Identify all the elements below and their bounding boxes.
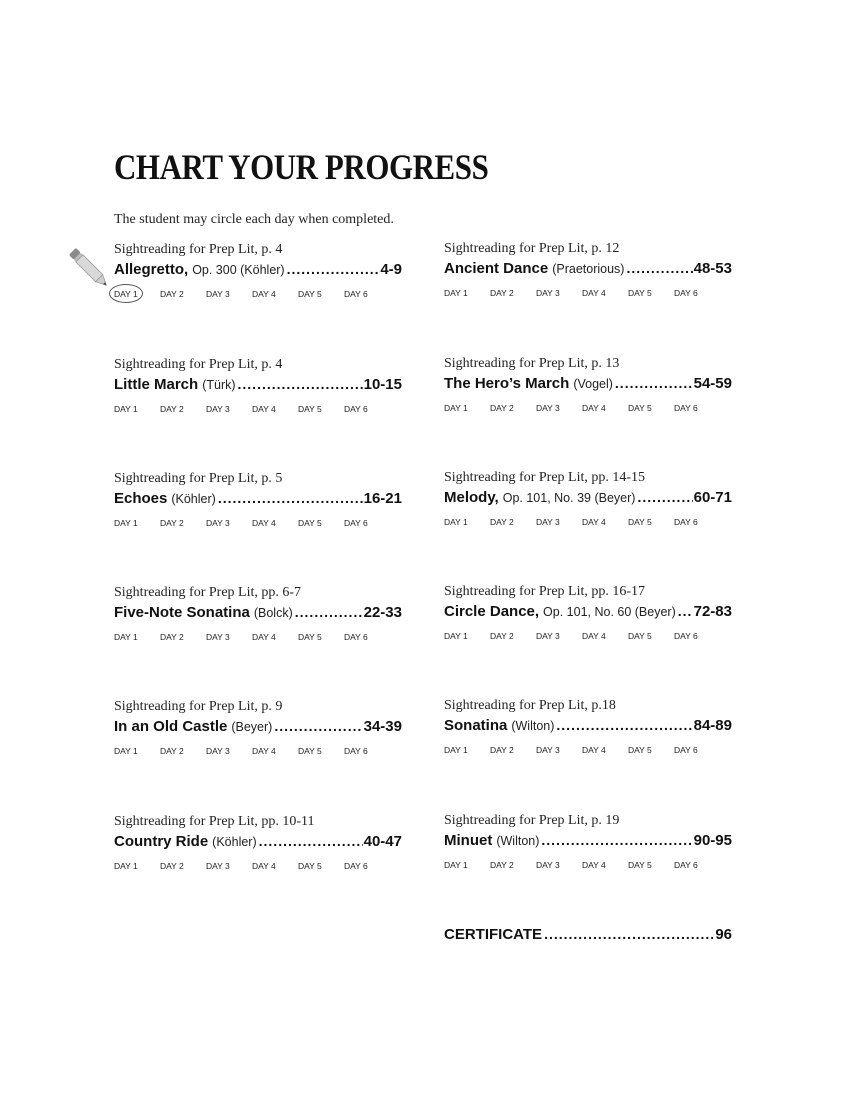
piece-title: Sonatina	[444, 717, 508, 734]
day-checklist	[444, 745, 732, 755]
progress-entry	[444, 813, 732, 870]
composer: (Köhler)	[171, 492, 216, 506]
day-2-marker[interactable]: DAY 2	[490, 288, 514, 298]
composer: Op. 300 (Köhler)	[192, 263, 285, 277]
title-line	[444, 715, 732, 736]
progress-entry	[444, 584, 732, 641]
day-2-marker[interactable]: DAY 2	[490, 517, 514, 527]
day-2-marker[interactable]: DAY 2	[160, 861, 184, 871]
day-1-marker[interactable]: DAY 1	[444, 745, 468, 755]
day-3-marker[interactable]: DAY 3	[206, 289, 230, 299]
day-5-marker[interactable]: DAY 5	[298, 861, 322, 871]
source-reference: Sightreading for Prep Lit, pp. 16-17	[444, 584, 646, 599]
day-4-marker[interactable]: DAY 4	[252, 861, 276, 871]
progress-entry	[444, 356, 732, 413]
day-1-marker[interactable]: DAY 1	[444, 860, 468, 870]
day-6-marker[interactable]: DAY 6	[344, 404, 368, 414]
source-reference: Sightreading for Prep Lit, p. 12	[444, 241, 620, 256]
dot-leader	[541, 830, 692, 850]
day-6-marker[interactable]: DAY 6	[674, 403, 698, 413]
day-checklist	[114, 746, 402, 756]
day-1-marker[interactable]: DAY 1	[114, 632, 138, 642]
composer: (Beyer)	[231, 720, 273, 734]
day-1-marker[interactable]: DAY 1	[444, 517, 468, 527]
source-reference: Sightreading for Prep Lit, p. 4	[114, 242, 283, 257]
day-4-marker[interactable]: DAY 4	[252, 518, 276, 528]
day-5-marker[interactable]: DAY 5	[628, 745, 652, 755]
composer: (Wilton)	[496, 834, 540, 848]
day-2-marker[interactable]: DAY 2	[490, 860, 514, 870]
title-line	[114, 374, 402, 395]
day-2-marker[interactable]: DAY 2	[490, 631, 514, 641]
certificate-page: 96	[715, 926, 732, 943]
title-line	[444, 373, 732, 394]
day-6-marker[interactable]: DAY 6	[674, 631, 698, 641]
day-3-marker[interactable]: DAY 3	[536, 860, 560, 870]
day-6-marker[interactable]: DAY 6	[674, 745, 698, 755]
day-5-marker[interactable]: DAY 5	[628, 631, 652, 641]
page-range: 90-95	[693, 832, 732, 849]
day-4-marker[interactable]: DAY 4	[582, 288, 606, 298]
progress-entry	[444, 241, 732, 298]
page-range: 10-15	[363, 376, 402, 393]
page-title: CHART YOUR PROGRESS	[114, 147, 489, 187]
day-4-marker[interactable]: DAY 4	[252, 746, 276, 756]
day-checklist	[444, 860, 732, 870]
day-4-marker[interactable]: DAY 4	[252, 404, 276, 414]
day-2-marker[interactable]: DAY 2	[490, 403, 514, 413]
day-5-marker[interactable]: DAY 5	[628, 403, 652, 413]
day-6-marker[interactable]: DAY 6	[344, 518, 368, 528]
day-3-marker[interactable]: DAY 3	[536, 288, 560, 298]
day-6-marker[interactable]: DAY 6	[674, 860, 698, 870]
composer: (Praetorious)	[552, 262, 625, 276]
day-2-marker[interactable]: DAY 2	[490, 745, 514, 755]
composer: (Köhler)	[212, 835, 257, 849]
day-6-marker[interactable]: DAY 6	[344, 632, 368, 642]
dot-leader	[615, 373, 693, 393]
title-line	[444, 258, 732, 279]
composer: Op. 101, No. 60 (Beyer)	[543, 605, 676, 619]
day-5-marker[interactable]: DAY 5	[298, 518, 322, 528]
dot-leader	[637, 487, 692, 507]
day-5-marker[interactable]: DAY 5	[628, 288, 652, 298]
progress-entry	[114, 471, 402, 528]
day-6-marker[interactable]: DAY 6	[674, 517, 698, 527]
dot-leader	[218, 488, 363, 508]
day-3-marker[interactable]: DAY 3	[206, 518, 230, 528]
day-6-marker[interactable]: DAY 6	[344, 289, 368, 299]
day-checklist	[114, 518, 402, 528]
pencil-icon	[68, 246, 112, 292]
day-checklist	[444, 403, 732, 413]
composer: (Türk)	[202, 378, 236, 392]
day-4-marker[interactable]: DAY 4	[582, 517, 606, 527]
day-4-marker[interactable]: DAY 4	[252, 632, 276, 642]
page-range: 40-47	[363, 833, 402, 850]
source-reference: Sightreading for Prep Lit, pp. 10-11	[114, 814, 315, 829]
piece-title: Ancient Dance	[444, 260, 549, 277]
title-line	[444, 487, 732, 508]
day-4-marker[interactable]: DAY 4	[582, 403, 606, 413]
composer: (Wilton)	[511, 719, 555, 733]
piece-title: In an Old Castle	[114, 718, 228, 735]
composer: (Bolck)	[253, 606, 293, 620]
source-reference: Sightreading for Prep Lit, pp. 14-15	[444, 470, 646, 485]
day-5-marker[interactable]: DAY 5	[298, 404, 322, 414]
source-reference: Sightreading for Prep Lit, p. 19	[444, 813, 620, 828]
day-3-marker[interactable]: DAY 3	[536, 403, 560, 413]
source-reference: Sightreading for Prep Lit, pp. 6-7	[114, 585, 302, 600]
day-1-marker[interactable]: DAY 1	[114, 289, 160, 299]
day-checklist	[444, 288, 732, 298]
piece-title: Echoes	[114, 490, 168, 507]
dot-leader	[295, 602, 363, 622]
day-2-marker[interactable]: DAY 2	[160, 632, 184, 642]
day-5-marker[interactable]: DAY 5	[298, 632, 322, 642]
day-5-marker[interactable]: DAY 5	[628, 860, 652, 870]
progress-entry	[114, 814, 402, 871]
source-reference: Sightreading for Prep Lit, p. 9	[114, 699, 283, 714]
title-line	[114, 488, 402, 509]
page-range: 54-59	[693, 375, 732, 392]
day-3-marker[interactable]: DAY 3	[206, 632, 230, 642]
day-3-marker[interactable]: DAY 3	[206, 404, 230, 414]
day-checklist	[114, 861, 402, 871]
piece-title: Circle Dance,	[444, 603, 540, 620]
page-range: 16-21	[363, 490, 402, 507]
piece-title: Melody,	[444, 489, 499, 506]
composer: (Vogel)	[573, 377, 613, 391]
page-range: 22-33	[363, 604, 402, 621]
day-checklist	[444, 517, 732, 527]
source-reference: Sightreading for Prep Lit, p.18	[444, 698, 616, 713]
dot-leader	[287, 259, 380, 279]
day-1-marker[interactable]: DAY 1	[114, 746, 138, 756]
day-2-marker[interactable]: DAY 2	[160, 404, 184, 414]
title-line	[114, 259, 402, 280]
dot-leader	[238, 374, 363, 394]
page-range: 4-9	[380, 261, 402, 278]
dot-leader	[678, 601, 693, 621]
day-3-marker[interactable]: DAY 3	[536, 631, 560, 641]
piece-title: The Hero’s March	[444, 375, 570, 392]
composer: Op. 101, No. 39 (Beyer)	[502, 491, 636, 505]
day-4-marker[interactable]: DAY 4	[582, 631, 606, 641]
piece-title: Minuet	[444, 832, 493, 849]
day-2-marker[interactable]: DAY 2	[160, 746, 184, 756]
day-3-marker[interactable]: DAY 3	[206, 861, 230, 871]
day-checklist	[114, 289, 402, 299]
day-1-marker[interactable]: DAY 1	[444, 403, 468, 413]
piece-title: Five-Note Sonatina	[114, 604, 250, 621]
day-checklist	[114, 632, 402, 642]
page-range: 84-89	[693, 717, 732, 734]
day-3-marker[interactable]: DAY 3	[206, 746, 230, 756]
page-range: 60-71	[693, 489, 732, 506]
source-reference: Sightreading for Prep Lit, p. 5	[114, 471, 283, 486]
source-reference: Sightreading for Prep Lit, p. 13	[444, 356, 620, 371]
title-line	[444, 601, 732, 622]
day-4-marker[interactable]: DAY 4	[252, 289, 276, 299]
day-3-marker[interactable]: DAY 3	[536, 517, 560, 527]
piece-title: Country Ride	[114, 833, 209, 850]
dot-leader	[274, 716, 362, 736]
day-2-marker[interactable]: DAY 2	[160, 518, 184, 528]
piece-title: Allegretto,	[114, 261, 189, 278]
certificate-line[interactable]	[444, 926, 732, 943]
day-4-marker[interactable]: DAY 4	[582, 860, 606, 870]
dot-leader	[259, 831, 363, 851]
dot-leader	[544, 926, 713, 942]
page-range: 48-53	[693, 260, 732, 277]
day-1-marker[interactable]: DAY 1	[114, 861, 138, 871]
day-checklist	[444, 631, 732, 641]
dot-leader	[556, 715, 692, 735]
progress-entry	[114, 585, 402, 642]
day-4-marker[interactable]: DAY 4	[582, 745, 606, 755]
day-6-marker[interactable]: DAY 6	[344, 746, 368, 756]
progress-entry	[444, 470, 732, 527]
day-1-marker[interactable]: DAY 1	[444, 288, 468, 298]
progress-entry	[114, 699, 402, 756]
page-range: 34-39	[363, 718, 402, 735]
title-line	[114, 831, 402, 852]
title-line	[444, 830, 732, 851]
source-reference: Sightreading for Prep Lit, p. 4	[114, 357, 283, 372]
piece-title: Little March	[114, 376, 199, 393]
progress-entry	[444, 698, 732, 755]
day-5-marker[interactable]: DAY 5	[298, 746, 322, 756]
day-6-marker[interactable]: DAY 6	[344, 861, 368, 871]
instructions: The student may circle each day when completed.	[114, 212, 394, 227]
day-1-marker[interactable]: DAY 1	[444, 631, 468, 641]
certificate-label: CERTIFICATE	[444, 926, 543, 943]
day-1-marker[interactable]: DAY 1	[114, 404, 138, 414]
day-checklist	[114, 404, 402, 414]
page-range: 72-83	[693, 603, 732, 620]
dot-leader	[626, 258, 692, 278]
day-3-marker[interactable]: DAY 3	[536, 745, 560, 755]
day-2-marker[interactable]: DAY 2	[160, 289, 184, 299]
day-6-marker[interactable]: DAY 6	[674, 288, 698, 298]
progress-entry	[114, 242, 402, 299]
progress-entry	[114, 357, 402, 414]
day-1-marker[interactable]: DAY 1	[114, 518, 138, 528]
day-5-marker[interactable]: DAY 5	[628, 517, 652, 527]
day-5-marker[interactable]: DAY 5	[298, 289, 322, 299]
title-line	[114, 602, 402, 623]
title-line	[114, 716, 402, 737]
